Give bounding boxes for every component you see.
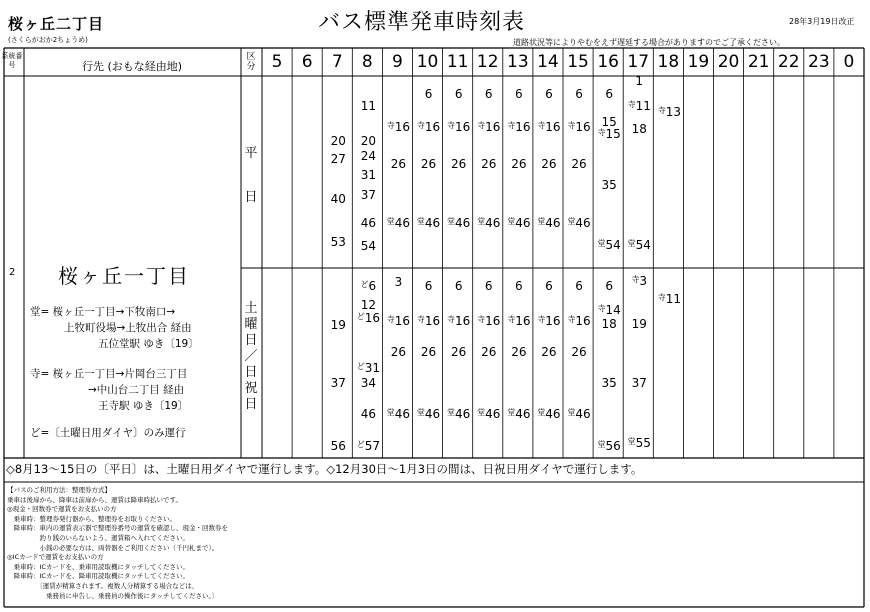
departure-mark: 堂 (507, 408, 516, 417)
departure-minute: 16 (394, 120, 411, 134)
departure-minute: 12 (360, 298, 376, 312)
departure-mark: 堂 (447, 408, 455, 417)
departure-time (536, 216, 562, 230)
revision-date: 28年3月19日改正 (789, 17, 855, 26)
departure-time (325, 152, 351, 166)
day-type-holiday: 日 (244, 365, 258, 380)
hour-header-19: 19 (687, 52, 710, 72)
departure-mark: 堂 (447, 217, 455, 226)
usage-line: 乗車時：ICカードを、乗車用読取機にタッチしてください。 (7, 562, 189, 571)
departure-mark: 寺 (567, 121, 576, 130)
departure-mark: 堂 (597, 440, 606, 449)
departure-minute: 6 (605, 87, 613, 101)
departure-minute: 40 (330, 192, 346, 206)
departure-time (355, 99, 381, 113)
departure-time (566, 157, 592, 171)
day-type-holiday: 日 (244, 397, 258, 412)
departure-mark: 堂 (567, 217, 576, 226)
departure-time (355, 216, 381, 230)
departure-minute: 3 (394, 275, 403, 289)
departure-minute: 56 (330, 439, 346, 453)
usage-line: 乗車は後扉から、降車は前扉から、運賃は降車時払いです。 (7, 495, 182, 504)
departure-minute: 6 (484, 279, 493, 293)
departure-minute: 16 (485, 314, 501, 328)
departure-minute: 24 (360, 149, 376, 163)
hour-header-14: 14 (537, 52, 559, 72)
day-type-header: 区分 (246, 52, 256, 72)
departure-mark: ど (356, 312, 365, 321)
departure-time (385, 314, 411, 328)
departure-minute: 13 (665, 105, 681, 119)
day-type-weekday: 平 (244, 146, 258, 161)
departure-minute: 16 (485, 120, 501, 134)
departure-minute: 26 (481, 345, 497, 359)
departure-minute: 26 (541, 157, 557, 171)
departure-time (325, 439, 351, 453)
departure-time (596, 376, 622, 390)
departure-minute: 46 (545, 407, 561, 421)
departure-minute: 11 (665, 292, 681, 306)
departure-minute: 14 (605, 303, 621, 317)
usage-line: 〔運賃が精算されます。複数人分精算する場合などは、 (7, 582, 199, 590)
route-legend-line: 寺= 桜ヶ丘一丁目→片岡台三丁目 (30, 368, 188, 380)
departure-minute: 46 (575, 216, 591, 230)
departure-mark: 寺 (507, 121, 516, 130)
departure-minute: 46 (360, 216, 376, 230)
departure-time (355, 149, 381, 163)
departure-time (325, 376, 351, 390)
departure-minute: 6 (545, 279, 553, 293)
departure-time (566, 87, 592, 101)
departure-minute: 16 (424, 120, 441, 134)
departure-time (355, 311, 381, 325)
departure-minute: 3 (639, 274, 648, 288)
departure-minute: 26 (420, 345, 437, 359)
departure-time (476, 279, 502, 293)
hour-header-11: 11 (446, 52, 469, 72)
destination-header: 行先 (おもな経由地) (81, 60, 183, 73)
usage-line: ◎ICカードで運賃をお支払いの方 (7, 553, 104, 562)
departure-mark: 寺 (416, 121, 425, 130)
departure-minute: 16 (455, 120, 471, 134)
departure-minute: 26 (571, 345, 587, 359)
departure-minute: 15 (605, 127, 621, 141)
departure-minute: 6 (424, 87, 433, 101)
departure-minute: 6 (515, 87, 523, 101)
departure-minute: 54 (360, 239, 376, 253)
departure-minute: 18 (601, 317, 617, 331)
departure-time (536, 120, 562, 134)
departure-time (416, 216, 442, 230)
departure-mark: 堂 (386, 217, 395, 226)
departure-mark: 堂 (627, 437, 636, 446)
hour-header-9: 9 (392, 52, 403, 72)
departure-time (626, 238, 652, 252)
departure-time (566, 279, 592, 293)
departure-mark: 堂 (567, 408, 576, 417)
departure-time (446, 314, 472, 328)
departure-mark: ど (356, 362, 365, 371)
departure-time (536, 345, 562, 359)
departure-minute: 35 (601, 178, 617, 192)
departure-mark: 寺 (477, 121, 486, 130)
departure-minute: 46 (424, 407, 441, 421)
departure-minute: 46 (485, 407, 501, 421)
departure-time (566, 407, 592, 421)
departure-time (416, 345, 442, 359)
departure-minute: 16 (575, 120, 591, 134)
route-number-header: 系統番号 (1, 52, 23, 69)
departure-minute: 26 (481, 157, 497, 171)
departure-time (566, 120, 592, 134)
departure-time (385, 407, 411, 421)
departure-mark: 堂 (416, 408, 425, 417)
departure-mark: 寺 (537, 121, 546, 130)
departure-minute: 16 (364, 311, 380, 325)
hour-header-5: 5 (271, 52, 283, 72)
departure-mark: 寺 (447, 315, 455, 324)
departure-time (596, 178, 622, 192)
departure-time (385, 275, 411, 289)
departure-time (446, 120, 472, 134)
departure-time (506, 345, 532, 359)
departure-minute: 46 (515, 407, 531, 421)
departure-time (476, 157, 502, 171)
departure-time (355, 439, 381, 453)
departure-time (416, 314, 442, 328)
departure-minute: 56 (605, 439, 621, 453)
usage-line: 降車時：ICカードを、降車用読取機にタッチしてください。 (7, 572, 189, 581)
departure-minute: 46 (424, 216, 441, 230)
departure-time (446, 345, 472, 359)
departure-time (355, 168, 381, 182)
departure-time (506, 120, 532, 134)
route-legend-line: 上牧町役場→上牧出合 経由 (64, 322, 192, 334)
departure-minute: 26 (451, 345, 467, 359)
departure-minute: 26 (390, 157, 407, 171)
departure-minute: 53 (330, 235, 346, 249)
hour-header-22: 22 (777, 52, 800, 72)
departure-mark: 寺 (386, 315, 395, 324)
departure-time (355, 279, 381, 293)
departure-minute: 46 (394, 216, 411, 230)
departure-mark: 堂 (537, 217, 546, 226)
hour-header-12: 12 (476, 52, 499, 72)
departure-minute: 11 (360, 99, 376, 113)
departure-minute: 27 (330, 152, 346, 166)
departure-time (656, 105, 682, 119)
departure-minute: 26 (390, 345, 407, 359)
departure-time (566, 216, 592, 230)
departure-time (596, 87, 622, 101)
departure-time (355, 407, 381, 421)
departure-mark: 寺 (567, 315, 576, 324)
departure-mark: 堂 (477, 217, 486, 226)
departure-time (446, 87, 472, 101)
departure-minute: 6 (515, 279, 523, 293)
departure-time (416, 157, 442, 171)
departure-time (536, 157, 562, 171)
departure-minute: 16 (424, 314, 441, 328)
departure-minute: 6 (605, 279, 613, 293)
departure-minute: 46 (455, 407, 471, 421)
departure-time (656, 292, 682, 306)
departure-mark: ど (360, 280, 369, 289)
departure-minute: 46 (455, 216, 471, 230)
departure-time (566, 345, 592, 359)
departure-time (385, 216, 411, 230)
departure-minute: 19 (330, 318, 346, 332)
departure-time (506, 314, 532, 328)
departure-time (506, 157, 532, 171)
departure-minute: 37 (330, 376, 346, 390)
hour-header-15: 15 (567, 52, 589, 72)
departure-minute: 46 (394, 407, 411, 421)
departure-minute: 11 (635, 99, 651, 113)
departure-time (355, 361, 381, 375)
departure-time (596, 317, 622, 331)
departure-time (416, 120, 442, 134)
departure-minute: 6 (545, 87, 553, 101)
departure-mark: 堂 (386, 408, 395, 417)
departure-minute: 6 (454, 87, 463, 101)
departure-minute: 46 (360, 407, 376, 421)
departure-time (446, 279, 472, 293)
departure-mark: 寺 (537, 315, 546, 324)
hour-header-0: 0 (843, 52, 855, 72)
departure-time (385, 157, 411, 171)
departure-time (476, 345, 502, 359)
departure-time (416, 87, 442, 101)
departure-time (446, 407, 472, 421)
departure-mark: ど (356, 440, 365, 449)
departure-mark: 堂 (597, 239, 606, 248)
departure-time (506, 216, 532, 230)
route-legend-line: ど=〔土曜日用ダイヤ〕のみ運行 (30, 427, 186, 439)
departure-time (385, 345, 411, 359)
departure-time (355, 298, 381, 312)
departure-minute: 26 (451, 157, 467, 171)
departure-minute: 16 (455, 314, 471, 328)
departure-time (536, 87, 562, 101)
departure-time (325, 192, 351, 206)
departure-mark: 寺 (386, 121, 395, 130)
departure-minute: 26 (420, 157, 437, 171)
departure-time (596, 439, 622, 453)
departure-time (476, 314, 502, 328)
departure-mark: 寺 (597, 304, 606, 313)
departure-minute: 34 (360, 376, 376, 390)
departure-time (325, 318, 351, 332)
hour-header-8: 8 (361, 52, 373, 72)
usage-line: 【バスのご利用方法：整理券方式】 (7, 486, 111, 494)
departure-time (596, 303, 622, 317)
departure-minute: 16 (545, 314, 561, 328)
departure-minute: 26 (571, 157, 587, 171)
day-type-holiday: ／ (244, 349, 258, 364)
page-title: バス標準発車時刻表 (318, 10, 526, 35)
departure-time (325, 134, 351, 148)
departure-time (355, 188, 381, 202)
usage-line: 乗務員に申告し、乗務員の操作後にタッチしてください。〕 (7, 591, 219, 600)
departure-time (476, 216, 502, 230)
departure-minute: 54 (635, 238, 651, 252)
stop-reading: (さくらがおか2ちょうめ) (8, 36, 88, 44)
departure-time (416, 279, 442, 293)
departure-minute: 55 (635, 436, 651, 450)
departure-minute: 6 (484, 87, 493, 101)
departure-time (566, 314, 592, 328)
departure-minute: 57 (364, 439, 380, 453)
departure-mark: 寺 (657, 106, 666, 115)
departure-minute: 26 (511, 157, 527, 171)
departure-time (626, 376, 652, 390)
departure-minute: 19 (631, 317, 647, 331)
departure-time (596, 279, 622, 293)
usage-line: 小銭の必要な方は、両替器をご利用ください（千円札まで）。 (7, 543, 219, 552)
day-type-holiday: 曜 (244, 317, 258, 332)
departure-mark: 寺 (447, 121, 455, 130)
departure-time (626, 436, 652, 450)
departure-minute: 6 (575, 279, 583, 293)
hour-header-18: 18 (657, 52, 680, 72)
departure-time (626, 74, 652, 88)
departure-minute: 31 (360, 168, 376, 182)
departure-minute: 6 (424, 279, 433, 293)
hour-header-23: 23 (808, 52, 830, 72)
departure-minute: 20 (360, 134, 376, 148)
departure-minute: 6 (368, 279, 377, 293)
usage-line: 釣り銭のいらないよう、運賃箱へ入れてください。 (7, 534, 189, 542)
departure-time (446, 157, 472, 171)
departure-mark: 堂 (537, 408, 546, 417)
departure-time (536, 314, 562, 328)
day-type-holiday: 日 (244, 333, 258, 348)
departure-minute: 16 (515, 314, 531, 328)
departure-mark: 堂 (507, 217, 516, 226)
departure-mark: 寺 (627, 100, 636, 109)
hour-header-6: 6 (301, 52, 313, 72)
route-legend-line: 堂= 桜ヶ丘一丁目→下牧南口→ (30, 306, 176, 318)
hour-header-21: 21 (747, 52, 770, 72)
day-type-holiday: 土 (244, 301, 258, 316)
departure-time (325, 235, 351, 249)
day-type-holiday: 祝 (244, 381, 258, 396)
usage-line: 乗車時：整理券発行器から、整理券をお取りください。 (7, 514, 176, 523)
footer-notice: ◇8月13～15日の〔平日〕は、土曜日用ダイヤで運行します。◇12月30日～1月3日の間は、日祝日用ダイヤで運行します。 (6, 462, 643, 476)
departure-minute: 46 (485, 216, 501, 230)
day-type-weekday: 日 (244, 190, 258, 205)
route-destination: 桜ヶ丘一丁目 (58, 264, 190, 288)
departure-minute: 37 (631, 376, 647, 390)
hour-header-20: 20 (717, 52, 740, 72)
departure-mark: 寺 (657, 293, 666, 302)
route-legend-line: 王寺駅 ゆき〔19〕 (98, 400, 189, 412)
departure-minute: 6 (575, 87, 583, 101)
route-number: 2 (9, 267, 16, 278)
route-legend-line: 五位堂駅 ゆき〔19〕 (98, 338, 199, 350)
departure-minute: 46 (545, 216, 561, 230)
departure-minute: 16 (515, 120, 531, 134)
departure-mark: 寺 (416, 315, 425, 324)
departure-time (506, 279, 532, 293)
departure-minute: 31 (364, 361, 380, 375)
usage-line: ◎現金・回数券で運賃をお支払いの方 (7, 505, 117, 514)
departure-minute: 20 (330, 134, 346, 148)
departure-time (596, 238, 622, 252)
departure-minute: 16 (545, 120, 561, 134)
departure-minute: 15 (601, 115, 617, 129)
departure-minute: 16 (575, 314, 591, 328)
departure-minute: 46 (575, 407, 591, 421)
departure-time (596, 127, 622, 141)
departure-time (626, 99, 652, 113)
departure-time (446, 216, 472, 230)
departure-mark: 堂 (416, 217, 425, 226)
departure-mark: 寺 (597, 128, 606, 137)
departure-time (416, 407, 442, 421)
departure-mark: 寺 (477, 315, 486, 324)
hour-header-16: 16 (597, 52, 619, 72)
departure-minute: 26 (511, 345, 527, 359)
departure-minute: 54 (605, 238, 621, 252)
hour-header-10: 10 (416, 52, 439, 72)
departure-time (476, 407, 502, 421)
departure-time (626, 317, 652, 331)
departure-minute: 37 (360, 188, 376, 202)
departure-minute: 26 (541, 345, 557, 359)
departure-time (626, 122, 652, 136)
departure-time (476, 120, 502, 134)
departure-mark: 寺 (507, 315, 516, 324)
departure-time (506, 407, 532, 421)
departure-minute: 46 (515, 216, 531, 230)
departure-time (626, 274, 652, 288)
usage-line: 降車時：車内の運賃表示器で整理券番号の運賃を確認し、現金・回数券を (7, 524, 228, 533)
departure-time (536, 279, 562, 293)
departure-minute: 1 (635, 74, 644, 88)
hour-header-7: 7 (331, 52, 343, 72)
departure-time (476, 87, 502, 101)
hour-header-13: 13 (507, 52, 529, 72)
departure-minute: 16 (394, 314, 411, 328)
delay-notice: 道路状況等によりやむをえず遅延する場合がありますのでご了承ください。 (513, 38, 785, 47)
departure-time (355, 134, 381, 148)
departure-time (536, 407, 562, 421)
departure-mark: 堂 (477, 408, 486, 417)
departure-minute: 18 (631, 122, 647, 136)
hour-header-17: 17 (627, 52, 650, 72)
departure-mark: 堂 (627, 239, 636, 248)
departure-time (355, 239, 381, 253)
stop-name: 桜ヶ丘二丁目 (8, 15, 105, 33)
departure-mark: 寺 (631, 275, 640, 284)
departure-minute: 35 (601, 376, 617, 390)
departure-minute: 6 (454, 279, 463, 293)
route-legend-line: →中山台二丁目 経由 (88, 384, 185, 396)
departure-time (506, 87, 532, 101)
departure-time (385, 120, 411, 134)
departure-time (355, 376, 381, 390)
